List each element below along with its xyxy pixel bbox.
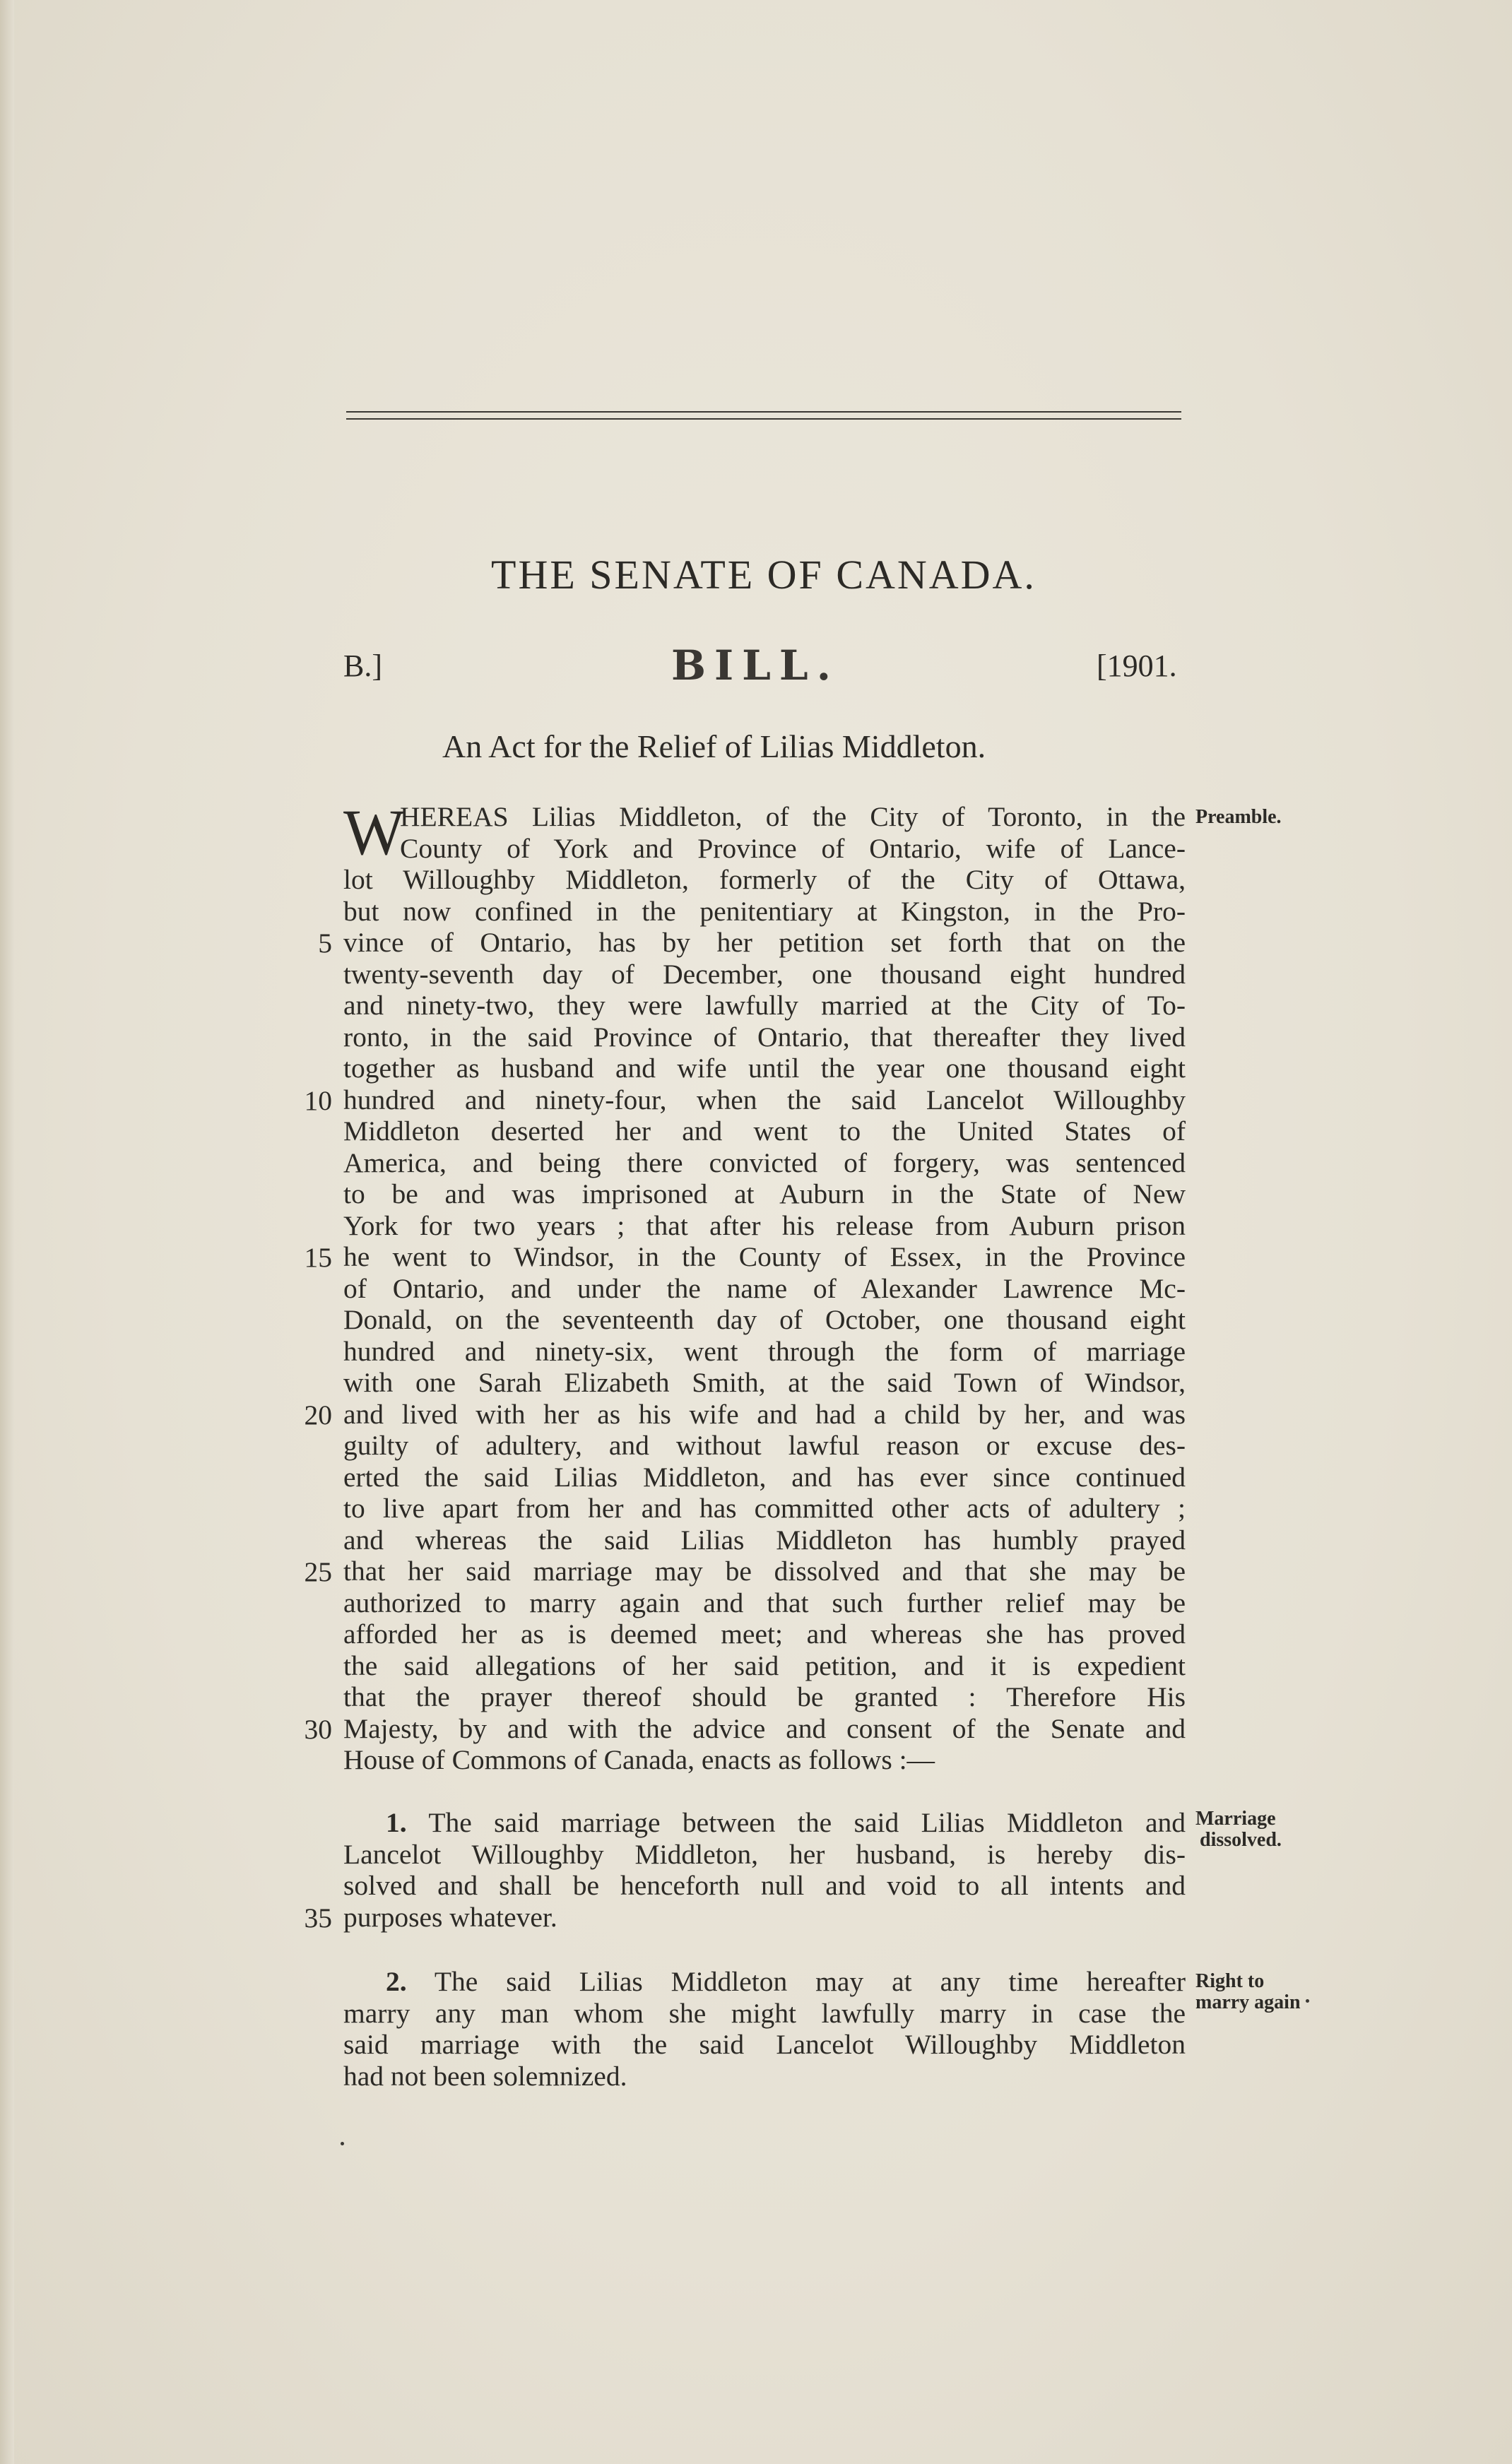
text-line: vince of Ontario, has by her petition set forth that on the <box>343 927 1186 958</box>
text-line: America, and being there convicted of forgery, was sentenced <box>343 1147 1186 1178</box>
text-line: County of York and Province of Ontario, wife of Lance- <box>400 832 1186 864</box>
text-line: of Ontario, and under the name of Alexander Lawrence Mc- <box>343 1272 1186 1304</box>
text-line: marry any man whom she might lawfully marry in case the <box>343 1997 1186 2029</box>
bill-number: B.] <box>343 648 382 683</box>
top-rule <box>346 411 1181 413</box>
text-line: solved and shall be henceforth null and void to all intents and <box>343 1870 1186 1901</box>
margin-note-preamble: Preamble. <box>1195 806 1282 828</box>
page-spine <box>0 0 14 2464</box>
top-rule-second <box>346 418 1181 420</box>
senate-heading: THE SENATE OF CANADA. <box>491 552 1036 598</box>
margin-note-right-to-marry <box>1195 1971 1301 2013</box>
text-line: purposes whatever. <box>343 1901 557 1933</box>
text-line: Majesty, by and with the advice and consent of the Senate and <box>343 1712 1186 1744</box>
text-line: and ninety-two, they were lawfully married at the City of To- <box>343 990 1186 1021</box>
text-line: erted the said Lilias Middleton, and has ever since continued <box>343 1461 1186 1493</box>
text-line: he went to Windsor, in the County of Essex, in the Province <box>343 1241 1186 1272</box>
line-number: 10 <box>304 1085 332 1116</box>
line-number: 20 <box>304 1399 332 1431</box>
text-line: lot Willoughby Middleton, formerly of the City of Ottawa, <box>343 864 1186 895</box>
margin-note-line: dissolved. <box>1200 1829 1282 1851</box>
margin-note-line: Right to <box>1195 1970 1265 1992</box>
text-line: afforded her as is deemed meet; and whereas she has proved <box>343 1618 1186 1649</box>
text-line: said marriage with the said Lancelot Willoughby Middleton <box>343 2029 1186 2060</box>
line-number: 30 <box>304 1714 332 1745</box>
preamble-paragraph <box>343 796 1186 1776</box>
text-line: together as husband and wife until the year one thousand eight <box>343 1053 1186 1084</box>
act-subtitle: An Act for the Relief of Lilias Middleton. <box>442 728 986 764</box>
text-line: House of Commons of Canada, enacts as follows :— <box>343 1744 935 1775</box>
text-line: guilty of adultery, and without lawful reason or excuse des- <box>343 1430 1186 1461</box>
section-text: The said marriage between the said Lilias Middleton and <box>428 1807 1186 1838</box>
text-line: HEREAS Lilias Middleton, of the City of Toronto, in the <box>400 801 1186 832</box>
text-line: to live apart from her and has committed other acts of adultery ; <box>343 1493 1186 1524</box>
text-line: authorized to marry again and that such further relief may be <box>343 1587 1186 1618</box>
line-number: 15 <box>304 1242 332 1273</box>
section-number: 2. <box>386 1966 407 1997</box>
text-line: Lancelot Willoughby Middleton, her husband, is hereby dis- <box>343 1838 1186 1870</box>
text-line: to be and was imprisoned at Auburn in the State of New <box>343 1178 1186 1209</box>
text-line: that her said marriage may be dissolved and that she may be <box>343 1556 1186 1587</box>
section-2-paragraph <box>343 1966 1186 2092</box>
text-line: twenty-seventh day of December, one thousand eight hundred <box>343 958 1186 990</box>
text-line <box>343 1807 1186 1839</box>
text-line: hundred and ninety-four, when the said Lancelot Willoughby <box>343 1084 1186 1115</box>
text-line: York for two years ; that after his release from Auburn prison <box>343 1209 1186 1241</box>
text-line: had not been solemnized. <box>343 2060 627 2092</box>
text-line: but now confined in the penitentiary at Kingston, in the Pro- <box>343 895 1186 927</box>
section-number: 1. <box>386 1807 407 1838</box>
bill-year: [1901. <box>1097 648 1177 683</box>
text-line: ronto, in the said Province of Ontario, that thereafter they lived <box>343 1021 1186 1053</box>
line-number: 35 <box>304 1902 332 1933</box>
bill-title: BILL. <box>671 641 839 689</box>
text-line: that the prayer thereof should be granted : Therefore His <box>343 1681 1186 1712</box>
text-line: Middleton deserted her and went to the United States of <box>343 1115 1186 1147</box>
speck-mark <box>341 2142 344 2145</box>
drop-cap: W <box>343 796 405 868</box>
text-line <box>343 1966 1186 1998</box>
text-line: and whereas the said Lilias Middleton has humbly prayed <box>343 1524 1186 1556</box>
text-line: hundred and ninety-six, went through the form of marriage <box>343 1335 1186 1367</box>
margin-note-line: Marriage <box>1195 1808 1276 1830</box>
text-line: the said allegations of her said petition, and it is expedient <box>343 1649 1186 1681</box>
margin-note-line: marry again <box>1195 1991 1301 2013</box>
line-number: 25 <box>304 1556 332 1587</box>
section-text: The said Lilias Middleton may at any time hereafter <box>434 1966 1186 1997</box>
text-line: with one Sarah Elizabeth Smith, at the said Town of Windsor, <box>343 1367 1186 1398</box>
margin-note-marriage-dissolved <box>1195 1808 1282 1851</box>
speck-mark <box>1306 1999 1309 2003</box>
section-1-paragraph <box>343 1807 1186 1933</box>
text-line: Donald, on the seventeenth day of October, one thousand eight <box>343 1304 1186 1335</box>
text-line: and lived with her as his wife and had a child by her, and was <box>343 1398 1186 1430</box>
line-number: 5 <box>318 928 332 959</box>
